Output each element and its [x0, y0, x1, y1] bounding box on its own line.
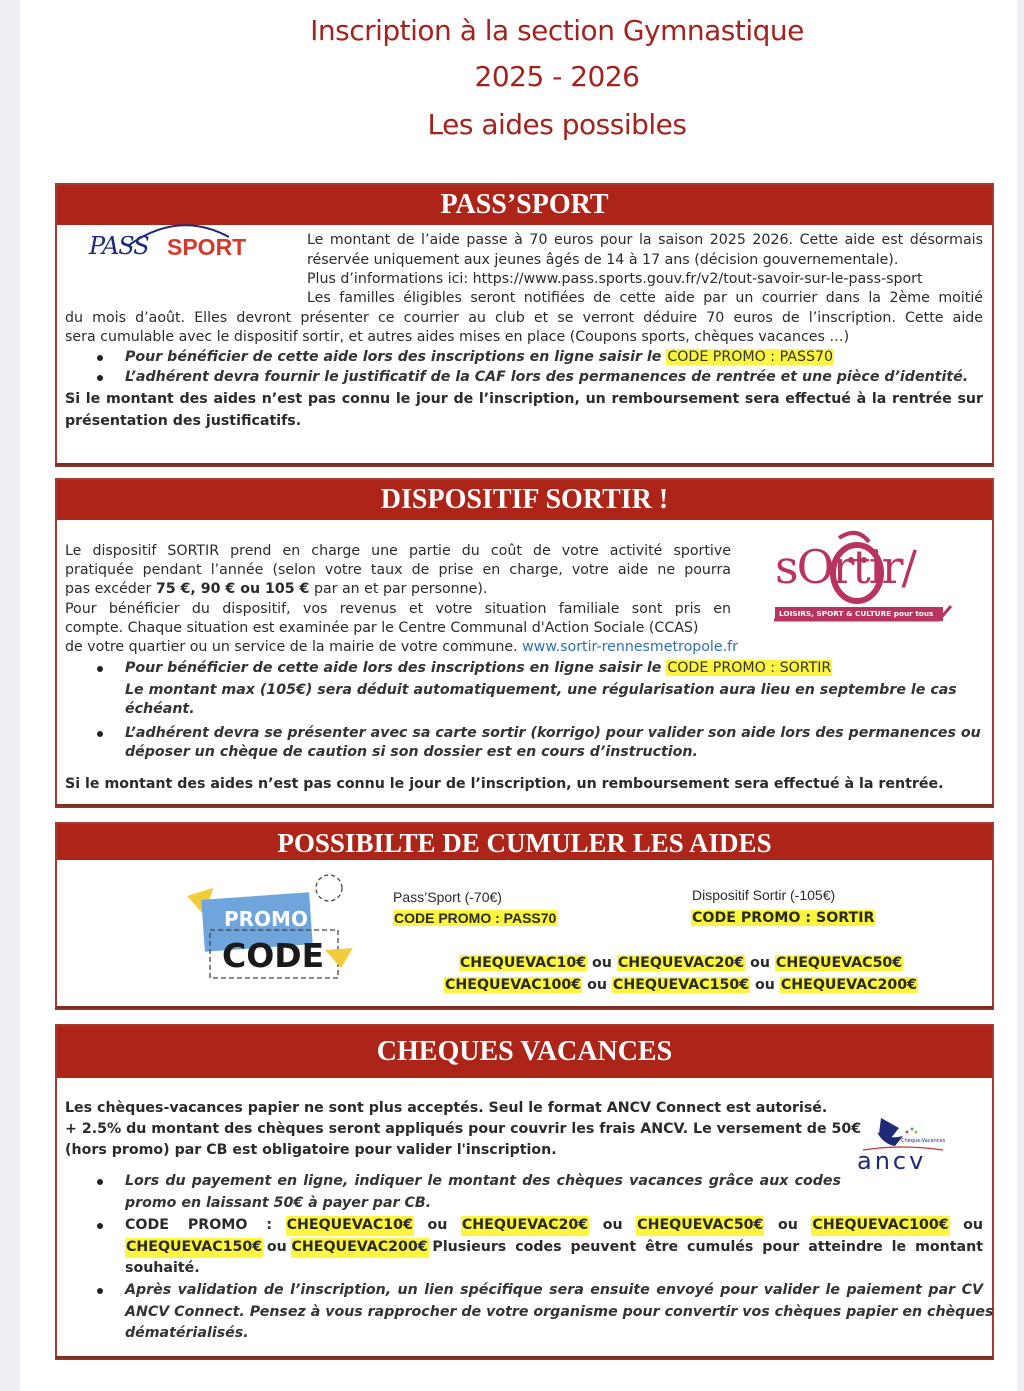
bullet-icon	[97, 355, 103, 361]
sortir-bullet-2a: L’adhérent devra se présenter avec sa carte sortir (korrigo) pour valider son aide lors des permanences ou	[125, 725, 981, 741]
passsport-text-6: sera cumulable avec le dispositif sortir, et autres aides mises en place (Coupons sports, chèques vacances …)	[65, 329, 850, 345]
page-subtitle: Les aides possibles	[427, 108, 687, 141]
passsport-text-2: réservée uniquement aux jeunes âgés de 14 à 17 ans (décision gouvernementale).	[307, 252, 899, 268]
passsport-bullet-1	[125, 348, 834, 368]
cheques-bullet-2-line-2	[125, 1238, 983, 1258]
passsport-logo-sport: SPORT	[167, 234, 247, 260]
sortir-bullet-1-text: Pour bénéficier de cette aide lors des inscriptions en ligne saisir le	[125, 660, 667, 676]
bullet-icon	[97, 666, 103, 672]
passsport-note-2: présentation des justificatifs.	[65, 413, 302, 429]
or-label: ou	[750, 955, 770, 971]
bullet-icon	[97, 1288, 103, 1294]
or-label: ou	[963, 1217, 983, 1233]
cheques-code: CHEQUEVAC50€	[636, 1216, 764, 1236]
passsport-text-5: du mois d’août. Elles devront présenter ce courrier au club et se verront déduire 70 euros de l’inscription. Cette aide	[65, 310, 983, 326]
cheques-bullet-2-end: souhaité.	[125, 1260, 200, 1276]
ancv-logo-small: Chèque-Vacances	[901, 1138, 946, 1144]
cheques-text-1: Les chèques-vacances papier ne sont plus acceptés. Seul le format ANCV Connect est autorisé.	[65, 1100, 828, 1116]
bullet-icon	[97, 1223, 103, 1229]
passsport-section	[55, 183, 994, 465]
cheques-section	[55, 1024, 994, 1358]
cumul-sortir-label: Dispositif Sortir (-105€)	[692, 887, 836, 903]
page-title: Inscription à la section Gymnastique	[310, 14, 804, 47]
cumul-code: CHEQUEVAC150€	[612, 977, 750, 993]
cheques-heading: CHEQUES VACANCES	[57, 1026, 992, 1078]
bullet-icon	[97, 1179, 103, 1185]
cumul-codes-row-1	[431, 954, 931, 974]
passsport-info-url: Plus d’informations ici: https://www.pass.sports.gouv.fr/v2/tout-savoir-sur-le-pass-sport	[307, 271, 923, 287]
cheques-bullet-2-tail: Plusieurs codes peuvent être cumulés pour atteindre le montant	[432, 1239, 983, 1255]
cumul-sortir-code: CODE PROMO : SORTIR	[692, 910, 875, 926]
cheques-bullet-1a: Lors du payement en ligne, indiquer le montant des chèques vacances grâce aux codes	[125, 1173, 841, 1189]
sortir-text-4: Pour bénéficier du dispositif, vos revenus et votre situation familiale sont pris en	[65, 601, 731, 617]
promo-code-logo-code: CODE	[222, 936, 325, 975]
cheques-bullet-1b: promo en laissant 50€ à payer par CB.	[125, 1195, 432, 1211]
or-label: ou	[592, 955, 612, 971]
bullet-icon	[97, 375, 103, 381]
cheques-text-2: + 2.5% du montant des chèques seront appliqués pour couvrir les frais ANCV. Le versement de 50€	[65, 1121, 862, 1137]
sortir-text-6a: de votre quartier ou un service de la mairie de votre commune.	[65, 639, 523, 655]
cumul-code: CHEQUEVAC20€	[617, 955, 745, 971]
sortir-heading: DISPOSITIF SORTIR !	[57, 480, 992, 520]
sortir-text-6	[65, 638, 738, 658]
cumul-passsport-code: CODE PROMO : PASS70	[394, 910, 557, 926]
sortir-text-3a: pas excéder	[65, 581, 156, 597]
passsport-heading: PASS’SPORT	[57, 185, 992, 225]
cheques-code-label: CODE PROMO :	[125, 1217, 273, 1233]
bullet-icon	[97, 731, 103, 737]
cheques-code: CHEQUEVAC100€	[811, 1216, 949, 1236]
promo-code-logo	[185, 874, 365, 984]
sortir-bullet-1	[125, 659, 832, 679]
cumul-codes-row-2	[411, 976, 951, 996]
cumul-heading: POSSIBILTE DE CUMULER LES AIDES	[57, 824, 992, 860]
sortir-logo-word: sOrtir/	[775, 540, 915, 594]
cheques-bullet-3c: dématérialisés.	[125, 1325, 249, 1341]
cumul-code: CHEQUEVAC50€	[775, 955, 903, 971]
sortir-section	[55, 478, 994, 806]
sortir-bullet-2b: déposer un chèque de caution si son dossier est en cours d’instruction.	[125, 744, 698, 760]
cumul-passsport-code-line	[393, 909, 557, 929]
sortir-text-5: compte. Chaque situation est examinée par le Centre Communal d'Action Sociale (CCAS)	[65, 620, 699, 636]
or-label: ou	[755, 977, 775, 993]
or-label: ou	[778, 1217, 798, 1233]
or-label: ou	[427, 1217, 448, 1233]
or-label: ou	[587, 977, 607, 993]
promo-code-logo-promo: PROMO	[224, 907, 308, 931]
cheques-code: CHEQUEVAC150€	[125, 1238, 263, 1258]
sortir-text-3c: par an et par personne).	[309, 581, 488, 597]
or-label: ou	[266, 1239, 287, 1255]
sortir-bullet-1c: échéant.	[125, 701, 195, 717]
cheques-bullet-2-line-1	[125, 1216, 983, 1236]
passsport-note-1: Si le montant des aides n’est pas connu le jour de l’inscription, un remboursement sera effectué à la rentrée sur	[65, 391, 983, 407]
sortir-note: Si le montant des aides n’est pas connu le jour de l’inscription, un remboursement sera effectué à la rentrée.	[65, 776, 944, 792]
passsport-text-4: Les familles éligibles seront notifiées de cette aide par un courrier dans la 2ème moitié	[307, 290, 983, 306]
passsport-logo	[89, 215, 269, 265]
passsport-logo-pass: PASS	[89, 232, 149, 260]
cheques-bullet-3b: ANCV Connect. Pensez à vous rapprocher de votre organisme pour convertir vos chèques papier en chèques	[125, 1304, 994, 1320]
sortir-text-1: Le dispositif SORTIR prend en charge une partie du coût de votre activité sportive	[65, 543, 731, 559]
passsport-text-1: Le montant de l’aide passe à 70 euros pour la saison 2025 2026. Cette aide est désormais	[307, 232, 983, 248]
cheques-text-3: (hors promo) par CB est obligatoire pour valider l'inscription.	[65, 1142, 557, 1158]
cheques-code: CHEQUEVAC20€	[461, 1216, 589, 1236]
cumul-passsport-label: Pass’Sport (-70€)	[393, 889, 502, 905]
cheques-bullet-3a: Après validation de l’inscription, un lien spécifique sera ensuite envoyé pour valider le paiement par CV	[125, 1282, 983, 1298]
document-page	[20, 0, 1017, 1391]
sortir-text-3	[65, 580, 487, 600]
sortir-amounts: 75 €, 90 € ou 105 €	[155, 581, 310, 597]
passsport-bullet-2: L’adhérent devra fournir le justificatif de la CAF lors des permanences de rentrée et une pièce d’identité.	[125, 369, 969, 385]
season-label: 2025 - 2026	[474, 60, 640, 93]
passsport-bullet-1-text: Pour bénéficier de cette aide lors des inscriptions en ligne saisir le	[125, 349, 667, 365]
cumul-section	[55, 822, 994, 1008]
sortir-text-2: pratiquée pendant l’année (selon votre taux de prise en charge, votre aide ne pourra	[65, 562, 731, 578]
or-label: ou	[602, 1217, 623, 1233]
sortir-website-link[interactable]: www.sortir-rennesmetropole.fr	[522, 639, 738, 655]
sortir-logo-tagline: LOISIRS, SPORT & CULTURE pour tous	[779, 609, 934, 618]
cumul-code: CHEQUEVAC10€	[459, 955, 587, 971]
ancv-logo	[859, 1114, 955, 1174]
cheques-code: CHEQUEVAC200€	[291, 1238, 429, 1258]
sortir-promo-code: CODE PROMO : SORTIR	[667, 660, 832, 676]
sortir-bullet-1b: Le montant max (105€) sera déduit automatiquement, une régularisation aura lieu en septembre le cas	[125, 682, 957, 698]
ancv-logo-word: ancv	[857, 1147, 927, 1175]
cumul-code: CHEQUEVAC100€	[445, 977, 582, 993]
passsport-promo-code: CODE PROMO : PASS70	[667, 349, 834, 365]
cumul-sortir-code-line	[691, 909, 875, 929]
cumul-code: CHEQUEVAC200€	[780, 977, 917, 993]
cheques-code: CHEQUEVAC10€	[286, 1216, 414, 1236]
sortir-logo	[769, 528, 969, 628]
